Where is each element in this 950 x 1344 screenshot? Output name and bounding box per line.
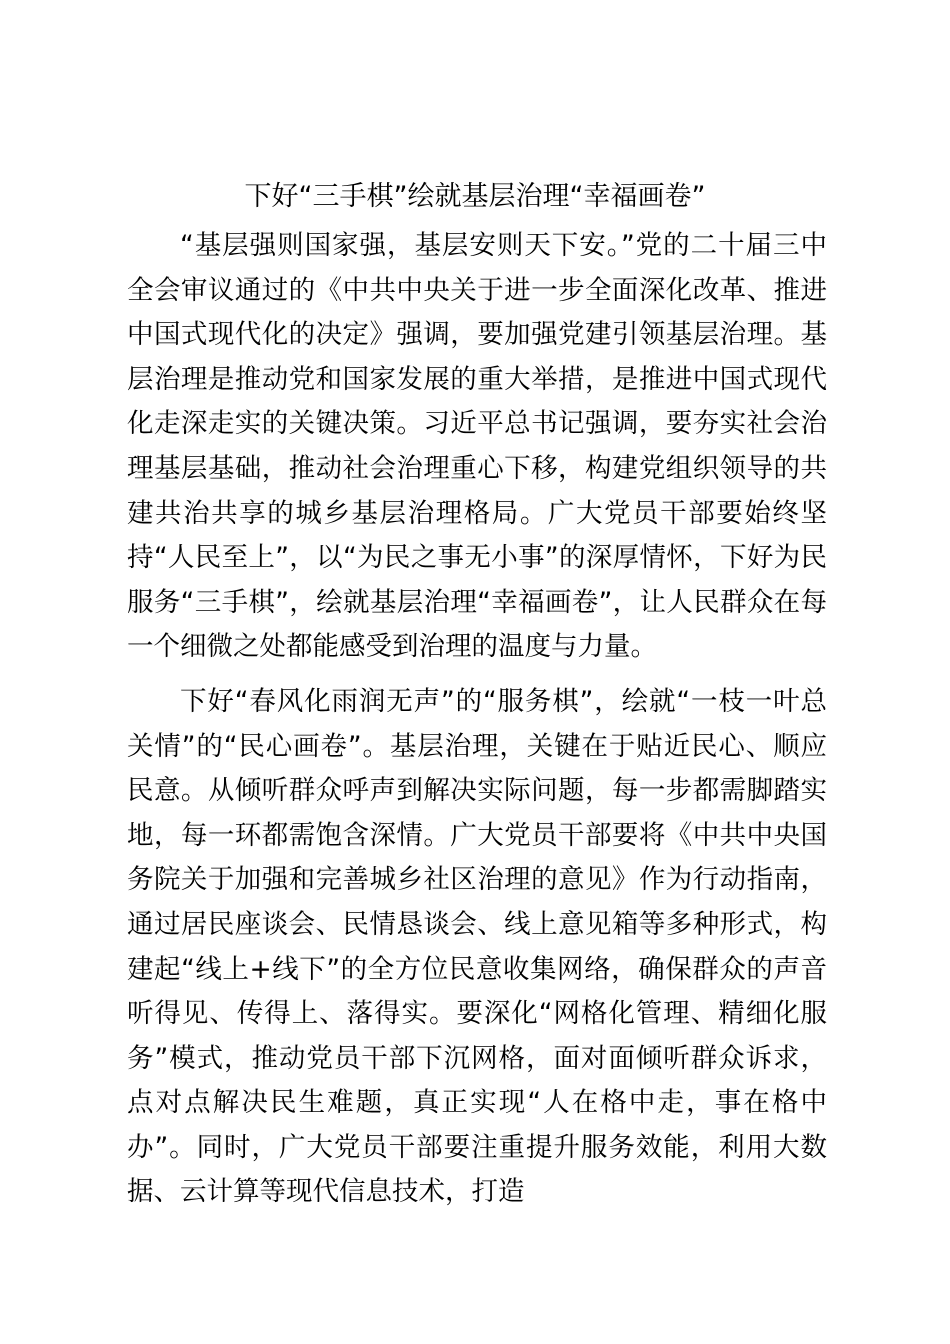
document-body (127, 224, 827, 1225)
paragraph-2: 下好“春风化雨润无声”的“服务棋”，绘就“一枝一叶总关情”的“民心画卷”。基层治理，关键在于贴近民心、顺应民意。从倾听群众呼声到解决实际问题，每一步都需脚踏实地，每一环都需饱含深情。广大党员干部要将《中共中央国务院关于加强和完善城乡社区治理的意见》作为行动指南，通过居民座谈会、民情恳谈会、线上意见箱等多种形式，构建起“线上+线下”的全方位民意收集网络，确保群众的声音听得见、传得上、落得实。要深化“网格化管理、精细化服务”模式，推动党员干部下沉网格，面对面倾听群众诉求，点对点解决民生难题，真正实现“人在格中走，事在格中办”。同时，广大党员干部要注重提升服务效能，利用大数据、云计算等现代信息技术，打造 (127, 685, 827, 1208)
document-title: 下好“三手棋”绘就基层治理“幸福画卷” (244, 181, 706, 212)
paragraph-1: “基层强则国家强，基层安则天下安。”党的二十届三中全会审议通过的《中共中央关于进一步全面深化改革、推进中国式现代化的决定》强调，要加强党建引领基层治理。基层治理是推动党和国家发展的重大举措，是推进中国式现代化走深走实的关键决策。习近平总书记强调，要夯实社会治理基层基础，推动社会治理重心下移，构建党组织领导的共建共治共享的城乡基层治理格局。广大党员干部要始终坚持“人民至上”，以“为民之事无小事”的深厚情怀，下好为民服务“三手棋”，绘就基层治理“幸福画卷”，让人民群众在每一个细微之处都能感受到治理的温度与力量。 (127, 230, 827, 663)
